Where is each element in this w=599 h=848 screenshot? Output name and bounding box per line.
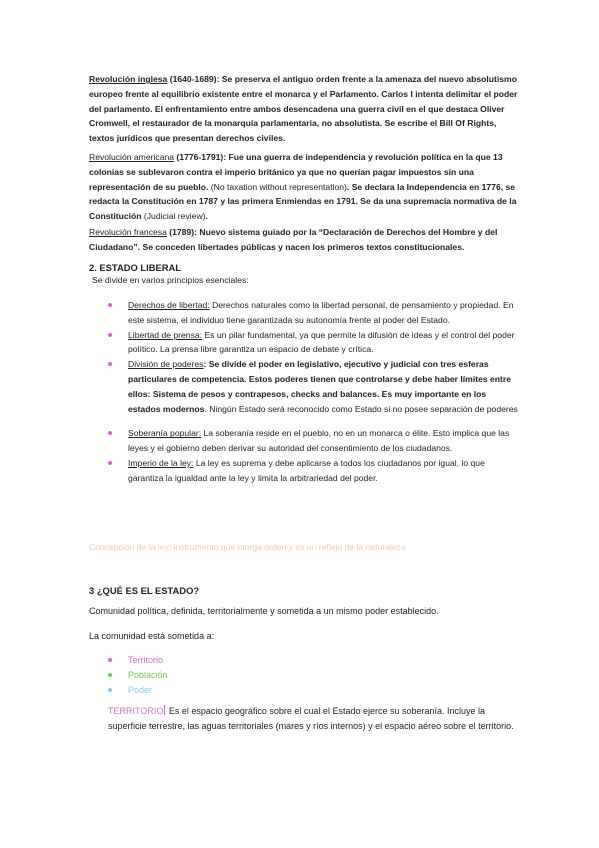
list-principios (108, 298, 518, 486)
faded-note: Concepción de la ley: instrumento que otorga orden y es un reflejo de la naturaleza (89, 542, 406, 552)
bullet-icon (108, 658, 112, 662)
paragraph-revolucion-inglesa (89, 72, 521, 146)
list-item-poblacion (108, 668, 518, 683)
item-text: . Ningún Estado será reconocido como Estado si no posee separación de poderes (204, 403, 518, 414)
element-label: Población (128, 669, 168, 680)
text-revolucion-francesa: : Nuevo sistema guiado por la “Declaración de Derechos del Hombre y del Ciudadano”. Se conceden libertades públicas y nacen los primeros textos constitucionales. (89, 227, 498, 252)
item-text: Derechos naturales como la libertad personal, de pensamiento y propiedad. En este sistema, el individuo tiene garantizada su autonomía frente al poder del Estado. (128, 300, 514, 325)
text-revolucion-americana: : Fue una guerra de independencia y revolución política en la que 13 colonias se sublevaron contra el imperio británico ya que no querían pagar impuestos sin una representación de su pueblo. (89, 152, 503, 192)
territory-text: Es el espacio geográfico sobre el cual el Estado ejerce su soberanía. Incluye la superficie terrestre, las aguas territoriales (mares y ríos internos) y el espacio aéreo sobre el territorio. (108, 706, 514, 731)
paragraph-revolucion-francesa (89, 225, 521, 255)
item-term: Libertad de prensa: (128, 329, 203, 340)
list-item (108, 357, 518, 416)
item-term: Imperio de la ley: (128, 457, 194, 468)
text-end: . (205, 211, 208, 222)
item-term: División de poderes (128, 359, 204, 370)
list-item-territorio (108, 653, 518, 668)
item-term: Soberanía popular: (128, 428, 202, 439)
list-elementos (108, 653, 518, 697)
text-no-taxation: (No taxation without representation) (208, 181, 347, 192)
element-label: Territorio (128, 655, 164, 665)
item-term: Derechos de libertad: (128, 300, 210, 310)
definition-estado: Comunidad política, definida, territorialmente y sometida a un mismo poder establecido. (89, 606, 439, 616)
text-revolucion-inglesa: : Se preserva el antiguo orden frente a la amenaza del nuevo absolutismo europeo frente al equilibrio existente entre el monarca y el Parlamento. Carlos I intenta delimitar el poder del parlamento. El enfrentamiento entre ambos desencadena una guerra civil en el que destaca Oliver Cromwell, el restaurador de la monarquía parlamentaria, no absolutista. Se escribe el Bill Of Rights, textos jurídicos que presentan derechos civiles. (89, 74, 518, 144)
term-revolucion-francesa: Revolución francesa (89, 227, 167, 237)
term-revolucion-inglesa: Revolución inglesa (89, 74, 168, 84)
bullet-icon (108, 688, 112, 692)
term-revolucion-americana: Revolución americana (89, 152, 175, 162)
text-revolucion-americana-2: . Se declara la Independencia en 1776, se redacta la Constitución en 1787 y las primera Enmiendas en 1791. Se da una supremacía normativa de la Constitución (89, 181, 517, 222)
dates-revolucion-inglesa: (1640-1689) (169, 74, 217, 84)
bullet-icon (108, 461, 112, 465)
element-label: Poder (128, 684, 153, 695)
bullet-icon (108, 431, 112, 435)
list-item (108, 328, 518, 358)
heading-que-es-el-estado: 3 ¿QUÉ ES EL ESTADO? (89, 585, 200, 596)
item-bold-text: : Se divide el poder en legislativo, ejecutivo y judicial con tres esferas particulares de competencia. Estos poderes tienen que controlarse y debe haber límites entre ellos: Sistema de pesos y contrapesos, checks and balances. Es muy importante en los estados modernos (128, 359, 512, 414)
paragraph-territorio (108, 704, 520, 734)
territory-label: TERRITORIO (108, 706, 164, 716)
bullet-icon (108, 362, 112, 366)
list-item (108, 298, 518, 328)
lead-comunidad: La comunidad está sometida a: (89, 631, 215, 641)
dates-revolucion-francesa: (1789) (169, 227, 195, 237)
list-item (108, 456, 518, 486)
paragraph-revolucion-americana (89, 150, 521, 224)
intro-principios: Se divide en varios principios esenciales: (92, 275, 249, 285)
heading-estado-liberal: 2. ESTADO LIBERAL (89, 262, 182, 273)
bullet-icon (108, 333, 112, 337)
list-item (108, 426, 518, 456)
list-gap (108, 416, 518, 426)
bullet-icon (108, 673, 112, 677)
text-judicial-review: (Judicial review) (141, 211, 206, 222)
item-text: La ley es suprema y debe aplicarse a todos los ciudadanos por igual, lo que garantiza la igualdad ante la ley y limita la arbitrariedad del poder. (128, 457, 485, 483)
bullet-icon (108, 303, 112, 307)
item-text: Es un pilar fundamental, ya que permite la difusión de ideas y el control del poder político. La prensa libre garantiza un espacio de debate y crítica. (128, 329, 515, 355)
item-text: La soberanía reside en el pueblo, no en un monarca o élite. Esto implica que las leyes y el gobierno deben derivar su autoridad del consentimiento de los ciudadanos. (128, 428, 510, 454)
list-item-poder (108, 683, 518, 698)
dates-revolucion-americana: (1776-1791) (176, 152, 224, 162)
